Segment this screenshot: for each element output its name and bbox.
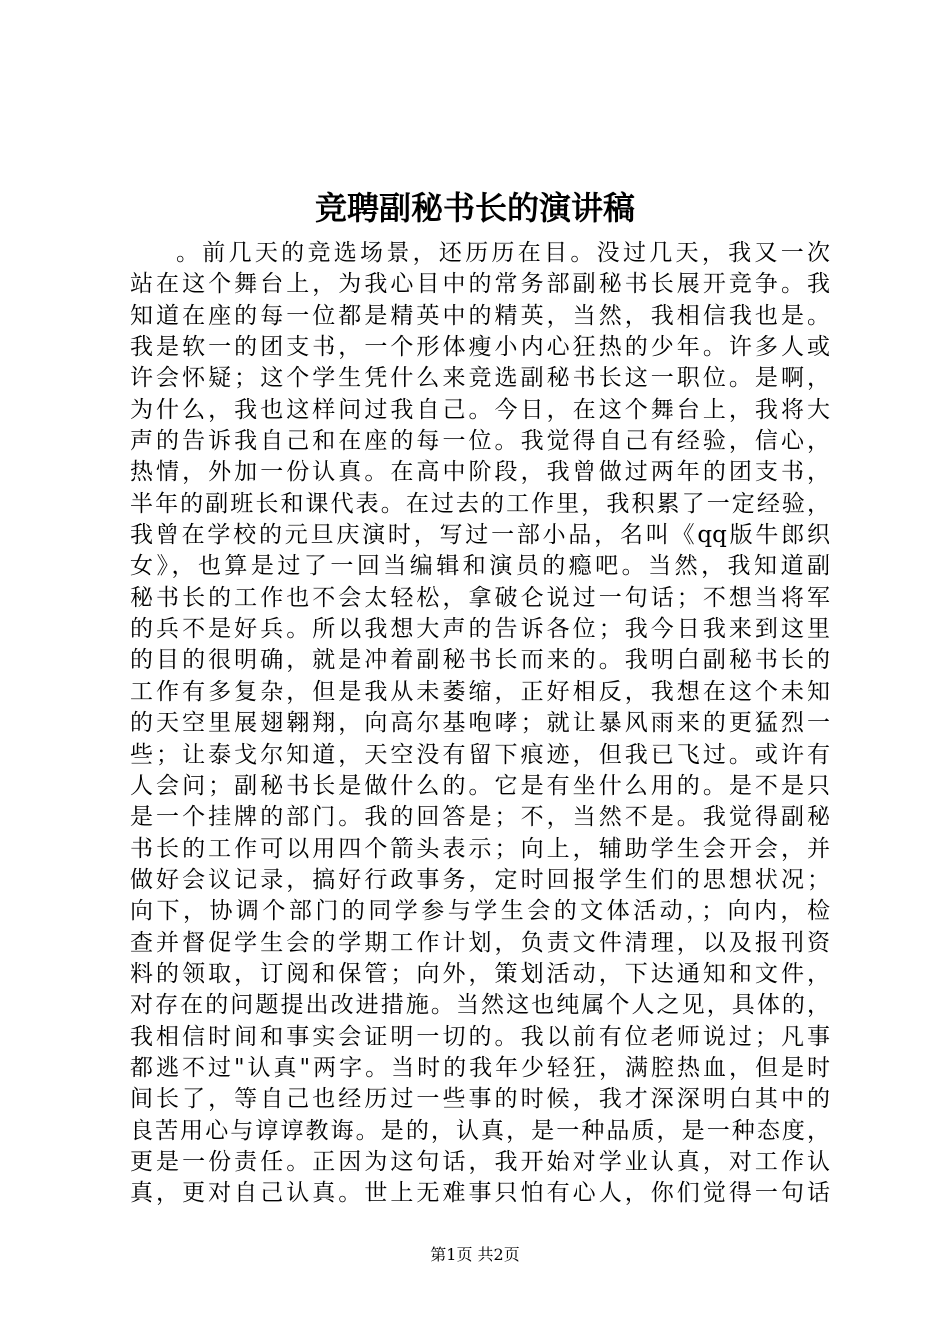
body-line: 为什么，我也这样问过我自己。今日，在这个舞台上，我将大 — [130, 396, 830, 423]
body-line: 料的领取，订阅和保管；向外，策划活动，下达通知和文件， — [130, 960, 830, 987]
body-line: 工作有多复杂，但是我从未萎缩，正好相反，我想在这个未知 — [130, 678, 830, 705]
document-body — [130, 238, 830, 1210]
body-line: 女》，也算是过了一回当编辑和演员的瘾吧。当然，我知道副 — [130, 553, 830, 580]
body-line: 真，更对自己认真。世上无难事只怕有心人，你们觉得一句话 — [130, 1180, 830, 1207]
body-line: 半年的副班长和课代表。在过去的工作里，我积累了一定经验， — [130, 490, 830, 517]
body-line: 我是软一的团支书，一个形体瘦小内心狂热的少年。许多人或 — [130, 334, 830, 361]
body-line: 的目的很明确，就是冲着副秘书长而来的。我明白副秘书长的 — [130, 647, 830, 674]
body-line: 我曾在学校的元旦庆演时，写过一部小品，名叫《qq版牛郎织 — [130, 522, 830, 549]
body-line: 对存在的问题提出改进措施。当然这也纯属个人之见，具体的， — [130, 992, 830, 1019]
body-line: 。前几天的竞选场景，还历历在目。没过几天，我又一次 — [176, 240, 830, 266]
body-line: 些；让泰戈尔知道，天空没有留下痕迹，但我已飞过。或许有 — [130, 741, 830, 768]
body-line: 声的告诉我自己和在座的每一位。我觉得自己有经验，信心， — [130, 428, 830, 455]
body-line: 是一个挂牌的部门。我的回答是；不，当然不是。我觉得副秘 — [130, 804, 830, 831]
body-line: 都逃不过"认真"两字。当时的我年少轻狂，满腔热血，但是时 — [130, 1054, 830, 1081]
body-line: 查并督促学生会的学期工作计划，负责文件清理，以及报刊资 — [130, 929, 830, 956]
document-title: 竞聘副秘书长的演讲稿 — [314, 189, 635, 227]
body-line: 人会问；副秘书长是做什么的。它是有坐什么用的。是不是只 — [130, 772, 830, 799]
body-line: 热情，外加一份认真。在高中阶段，我曾做过两年的团支书， — [130, 459, 830, 486]
body-line: 做好会议记录，搞好行政事务，定时回报学生们的思想状况； — [130, 866, 830, 893]
body-line: 知道在座的每一位都是精英中的精英，当然，我相信我也是。 — [130, 302, 830, 329]
body-line: 的天空里展翅翱翔，向高尔基咆哮；就让暴风雨来的更猛烈一 — [130, 710, 830, 737]
body-line: 向下，协调个部门的同学参与学生会的文体活动，；向内，检 — [130, 898, 830, 925]
body-line: 站在这个舞台上，为我心目中的常务部副秘书长展开竞争。我 — [130, 271, 830, 298]
body-line: 书长的工作可以用四个箭头表示；向上，辅助学生会开会，并 — [130, 835, 830, 862]
body-line: 间长了，等自己也经历过一些事的时候，我才深深明白其中的 — [130, 1086, 830, 1113]
body-line: 更是一份责任。正因为这句话，我开始对学业认真，对工作认 — [130, 1148, 830, 1175]
body-line: 许会怀疑；这个学生凭什么来竞选副秘书长这一职位。是啊， — [130, 365, 830, 392]
body-line: 秘书长的工作也不会太轻松，拿破仑说过一句话；不想当将军 — [130, 584, 830, 611]
body-line: 我相信时间和事实会证明一切的。我以前有位老师说过；凡事 — [130, 1023, 830, 1050]
body-line: 良苦用心与谆谆教诲。是的，认真，是一种品质，是一种态度， — [130, 1117, 830, 1144]
body-line: 的兵不是好兵。所以我想大声的告诉各位；我今日我来到这里 — [130, 616, 830, 643]
page-number-footer: 第1页 共2页 — [430, 1245, 520, 1264]
